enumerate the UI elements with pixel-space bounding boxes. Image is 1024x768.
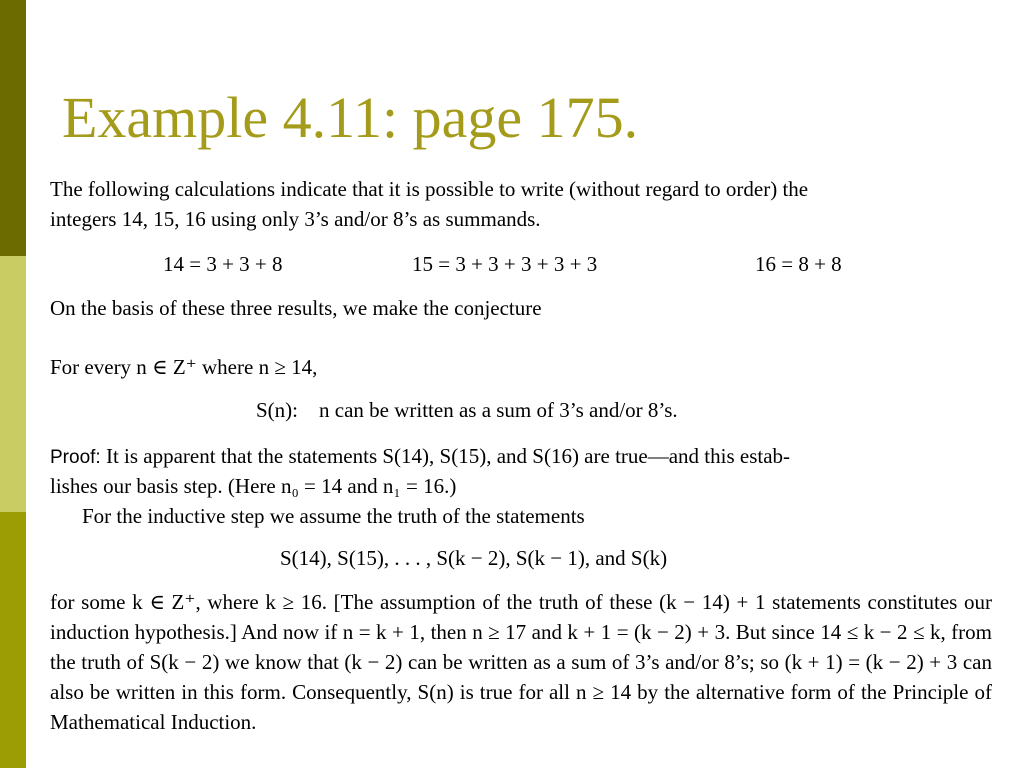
proof-line-2: lishes our basis step. (Here n₀ = 14 and n₁ = 16.)	[50, 474, 457, 498]
equation-14: 14 = 3 + 3 + 8	[163, 252, 283, 276]
proof-line-1-text: It is apparent that the statements S(14), S(15), and S(16) are true—and this estab-	[105, 444, 791, 468]
proof-conclusion: for some k ∈ Z⁺, where k ≥ 16. [The assumption of the truth of these (k − 14) + 1 statements constitutes our induction hypothesis.] And now if n = k + 1, then n ≥ 17 and k + 1 = (k − 2) + 3. But since 14 ≤ k − 2 ≤ k, from the truth of S(k − 2) we know that (k − 2) can be written as a sum of 3’s and/or 8’s; so (k + 1) = (k − 2) + 3 can also be written in this form. Consequently, S(n) is true for all n ≥ 14 by the alternative form of the Principle of Mathematical Induction.	[50, 590, 992, 734]
statement-line	[256, 395, 678, 425]
sidebar-stripe-middle	[0, 256, 26, 512]
statement-label: S(n):	[256, 398, 298, 422]
statement-text: n can be written as a sum of 3’s and/or 8’s.	[319, 398, 678, 422]
for-every-line: For every n ∈ Z⁺ where n ≥ 14,	[50, 355, 318, 379]
proof-statements: S(14), S(15), . . . , S(k − 2), S(k − 1), and S(k)	[280, 546, 668, 570]
intro-line-1: The following calculations indicate that it is possible to write (without regard to order) the	[50, 177, 809, 201]
sidebar-stripe-bottom	[0, 512, 26, 768]
proof-line-3: For the inductive step we assume the truth of the statements	[82, 504, 585, 528]
intro-line-2: integers 14, 15, 16 using only 3’s and/or 8’s as summands.	[50, 207, 541, 231]
equation-16: 16 = 8 + 8	[755, 252, 842, 276]
equation-15: 15 = 3 + 3 + 3 + 3 + 3	[412, 252, 598, 276]
basis-line: On the basis of these three results, we make the conjecture	[50, 296, 542, 320]
sidebar-stripe-top	[0, 0, 26, 256]
proof-line-1	[50, 441, 790, 473]
proof-label: Proof:	[50, 447, 101, 468]
slide-title: Example 4.11: page 175.	[62, 85, 639, 150]
